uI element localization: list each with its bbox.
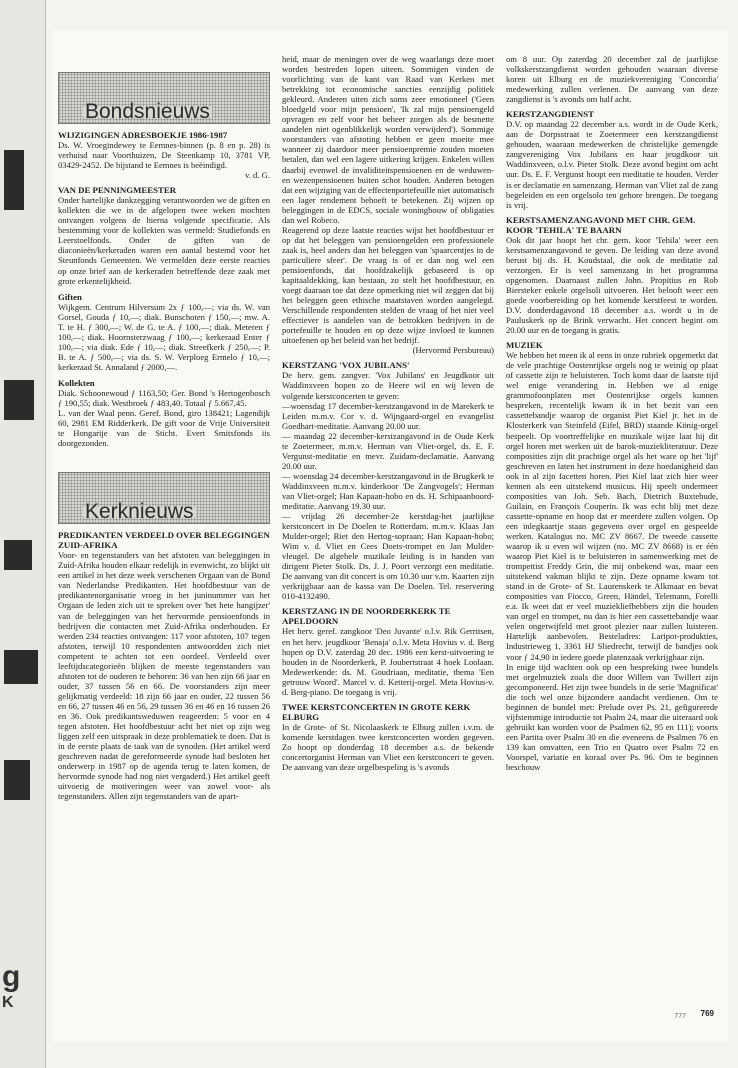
spine-glyph-g: g [2,960,21,993]
spine-glyph-k: K [2,994,14,1011]
heading-tehila: KERSTSAMENZANGAVOND MET CHR. GEM. KOOR 'TEHILA' TE BAARN [506,214,696,235]
column-3 [506,54,718,772]
text-penningmeester: Onder hartelijke dankzegging verantwoorden we de giften en kollekten die we in de afgelopen twee weken mochten ontvangen volgens de hierna volgende specificatie. Als bestemming voor de kollekten was vermeld: Studiefonds en Leerstoelfonds. Onder de giften van de diaconieën/kerkeraden waren een aantal bestemd voor het Steunfonds Gemeenten. We vermelden deze eerste reacties op onze brief aan de kerkeraden betreffende deze zaak met grote erkentelijkheid. [58,195,270,286]
spine-graphic-3 [4,540,32,570]
list-item-concert-1: —woensdag 17 december-kerstzangavond in de Marekerk te Leiden m.m.v. Cor v. d. Wijngaard-orgel en evangelist Goedhart-meditatie. Aanvang 20.00 uur. [282,400,494,431]
text-elburg: In de Grote- of St. Nicolaaskerk te Elburg zullen i.v.m. de komende kerstdagen twee kerstconcerten worden gegeven. Zo hoopt op donderdag 18 december a.s. de bekende concertorganist Herman van Vliet een kerstconcert te geven. De aanvang van deze orgelbespeling is 's avonds [282,721,494,772]
text-muziek: We hebben het meen ik al eens in onze rubriek opgemerkt dat de vele prachtige Oostenrijkse orgels nog te weinig op plaat of cassette zijn te beluisteren. Toch komt daar de laatste tijd wel enige verandering in. Hebben we al enige grammofoonplaten met Oostenrijkse orgels kunnen bespreken, recentelijk kwam ik in het bezit van een cassettebandje waarop de organist Piet Kiel jr. het in de Klosterkerk van Steinfeld (Eifel, BRD) staande König-orgel bespeelt. Op voortreffelijke en muzikale wijze laat hij dit orgel horen met werken uit de barok-muziekliteratuur. Deze composities zijn dit prachtige orgel als het ware op het 'lijf' geschreven en laten het instrument in deze hoedanigheid dan ook in al zijn facetten horen. Piet Kiel laat zich hier weer kennen als een uitstekend musicus. Hij speelt ondermeer composities van Joh. Seb. Bach, Dietrich Buxtehude, Guilain, en François Couperin. Ik was echt blij met deze cassette-opname en hoop dat er meerdere zullen volgen. Op een inlegkaartje staan gegevens over orgel en gespeelde werken. Katalogus no. MC ZV 8667. De tweede cassette waarop ik u even wil wijzen (no. MC ZV 8668) is er één waarop Piet Kiel is te beluisteren in samenwerking met de trompettist Freddy Grin, die mij onbekend was, maar een uitstekend vakman blijkt te zijn. Deze opname kwam tot stand in de Grote- of St. Laurenskerk te Alkmaar en bevat composities van Fiocco, Green, Händel, Telemann, Forelli e.a. Ik weet dat er veel muziekliefhebbers zijn die houden van orgel en trompet, nu dan is hier een cassettebandje waar velen ongetwijfeld met groot plezier naar zullen luisteren. Hartelijk aanbevolen. Besteladres: Laripot-produkties, Industrieweg 1, 3361 HJ Sliedrecht, terwijl de bandjes ook voor ƒ 24,90 in iedere goede platenzaak verkrijgbaar zijn. [506,350,718,662]
newspaper-page [52,30,728,1042]
kerknieuws-title: Kerknieuws [85,500,194,524]
list-item-concert-2: — maandag 22 december-kerstzangavond in de Oude Kerk te Zoetermeer, m.m.v. Herman van Vliet-orgel, ds. E. F. Vergunst-meditatie en mevr. Zuidam-declamatie. Aanvang 20.00 uur. [282,430,494,471]
bondsnieuws-title: Bondsnieuws [85,99,210,123]
heading-elburg: TWEE KERSTCONCERTEN IN GROTE KERK ELBURG [282,701,471,722]
heading-penningmeester: VAN DE PENNINGMEESTER [58,185,177,196]
heading-giften: Giften [58,291,82,302]
adjacent-page-spine [0,0,46,1068]
signature-adresboekje: v. d. G. [245,170,270,181]
heading-vox-jubilans: KERSTZANG 'VOX JUBILANS' [282,360,410,371]
text-kollekten: Diak. Schoonewoud ƒ 1163,50; Ger. Bond 's Hertogenbosch ƒ 190,55; diak. Westbroek ƒ 483,40. Totaal ƒ 5.667,45. [58,387,270,408]
text-beleggingen-1: heid, maar de meningen over de weg waarlangs deze moet worden bestreden lopen uiteen. Sommigen vinden de voorlichting van de kant van Raad van Kerken met betrekking tot economische sancties eenzijdig politiek gekleurd. Anderen uiten zich soms zeer emotioneel ('Geen bloedgeld voor mijn pensioen', 'Ik zal mijn pensioengeld opvragen en zelf voor het beheer zorgen als de besmette aandelen niet ogenblikkelijk worden verwijderd'). Sommige voorstanders van afstoting hebben er geen moeite mee wanneer zij daardoor meer pensioenpremie zouden moeten betalen, dan wel een lagere uitkering krijgen. Enkelen willen daarbij evenwel de invaliditeitspensioenen en de weduwen- en wezenpensioenen buiten schot houden. Anderen betogen dat een wijziging van de effectenportefeuille niet automatisch een lager rendement behoeft te betekenen. Zij wijzen op beleggingen in de EDCS, sociale woningbouw of obligaties dan wel Robeco. [282,54,494,225]
heading-kerstzangdienst: KERSTZANGDIENST [506,109,594,120]
list-item-concert-4: — vrijdag 26 december-2e kerstdag-het jaarlijkse kerstconcert in De Doelen te Rotterdam. m.m.v. Klaas Jan Mulder-orgel; Riet den Hertog-sopraan; Han Kapaan-hobo; Wim v. d. Vliet en Cees Doets-trompet en Jan Mulder-vleugel. De algehele muzikale leiding is in handen van dirigent Pieter Stolk. Ds. J. J. Poort verzorgt een meditatie. De aanvang van dit concert is om 10.30 uur v.m. Kaarten zijn verkrijgbaar aan de kassa van De Doelen. Tel. reservering 010-4132490. [282,511,494,602]
text-muziek-2: In enige tijd wachten ook op een bespreking twee bundels met orgelmuziek zoals die door Willem van Twillert zijn gecomponeerd. Het zijn twee bundels in de serie 'Magnificat' die toch wel onze bijzondere aandacht verdienen. Om te beginnen de bundel met: Prelude over Ps. 21, gefigureerde vijfstemmige introductie tot Psalm 24, maar die uiteraard ook gebruikt kan worden voor de Psalmen 62, 95 en 111); voorts een Partita over Psalm 30 en die eveneens de Psalmen 76 en 139 kan omvatten, een Trio en Quatro over Psalm 72 en Voorspel, variatie en koraal over Ps. 96. Om te beginnen beschouw [506,661,718,773]
heading-kollekten: Kollekten [58,377,95,388]
text-adresboekje: Ds. W. Vroegindewey te Eemnes-binnen (p. 8 en p. 28) is verhuisd naar Voorthuizen, De Steenkamp 10, 3781 VP, 03429-2452. De bijstand te Eemnes is beëindigd. [58,140,270,171]
spine-graphic-5 [4,760,30,800]
column-1 [58,72,270,801]
spine-graphic-4 [4,650,38,684]
text-kerstzangdienst: D.V. op maandag 22 december a.s. wordt in de Oude Kerk, aan de Dorpsstraat te Zoetermeer een kerstzangdienst gehouden, waaraan medewerken de christelijke gemengde zangvereniging Vox Jubilans en haar jeugdkoor uit Waddinxveen, o.l.v. Pieter Stolk. Deze avond begint om acht uur. Ds. E. F. Vergunst hoopt een meditatie te houden. Verder is er declamatie en samenzang. Herman van Vliet zal de zang begeleiden en een orgelsolo ten gehore brengen. De toegang is vrij. [506,119,718,210]
heading-muziek: MUZIEK [506,340,543,351]
text-giften: Wijkgem. Centrum Hilversum 2x ƒ 100,—; via ds. W. van Gorsel, Gouda ƒ 10,—; diak. Bunschoten ƒ 150,—; mw. A. T. te H. ƒ 300,—; W. de G. te A. ƒ 100,—; diak. Meteren ƒ 100,—; diak. Hoornsterzwaag ƒ 100,—; kerkeraad Enter ƒ 100,—; via diak. Ede ƒ 10,—; diak. Streefkerk ƒ 250,—; P. B. te A. ƒ 500,—; via ds. S. W. Verploeg Ermelo ƒ 10,—; kerkeraad St. Annaland ƒ 2000,—. [58,301,270,372]
text-kollekten-2: L. van der Waal penn. Geref. Bond, giro 138421; Lagendijk 60, 2981 EM Ridderkerk. De gift voor de Vrije Universiteit te Hongarije van de Sticht. Evert Smitsfonds iis doorgezonden. [58,408,270,449]
spine-graphic-1 [4,150,24,210]
text-tehila: Ook dit jaar hoopt het chr. gem. koor 'Tehila' weer een kerstsamenzangavond te geven. De leiding van deze avond berust bij ds. H. Koudstaal, die ook de meditatie zal verzorgen. Er is veel samenzang in het programma opgenomen. Daarnaast zullen John. Propitius en Rob Biersteker enkele orgelsoli uitvoeren. Het belooft weer een goede voorbereiding op het komende kerstfeest te worden. D.V. donderdagavond 18 december a.s. wordt u in de Pauluskerk op de Brink verwacht. Het concert begint om 20.00 uur en de toegang is gratis. [506,234,718,336]
list-item-concert-3: — woensdag 24 december-kerstzangavond in de Brugkerk te Waddinxveen m.m.v. kinderkoor 'De Zangvogels'; Herman van Vliet-orgel; Han Kapaan-hobo en ds. H. Schipaanboord-meditatie. Aanvang 19.30 uur. [282,470,494,512]
text-elburg-cont: om 8 uur. Op zaterdag 20 december zal de jaarlijkse volkskerstzangdienst worden gehouden waaraan diverse koren uit Elburg en de muziekvereniging 'Concordia' medewerking zullen verlenen. De aanvang van deze zangdienst is 's avonds om half acht. [506,54,718,105]
column-2 [282,54,494,772]
footer-mark: 777 [674,1013,686,1020]
kerknieuws-banner [58,472,270,524]
text-beleggingen-2: Reagerend op deze laatste reacties wijst het hoofdbestuur er op dat het beleggen van pensioengelden een professionele zaak is, heel anders dan het beleggen van 'spaarcentjes in de particuliere sfeer'. De vraag is of er dan nog wel een pensioenfonds, dat hoofdzakelijk gebaseerd is op kapitaaldekking, kan bestaan, zo stelt het hoofdbestuur, en voegt daaraan toe dat deze opmerking niet wil zeggen dat bij het beleggen geen ethische maatstaven worden aangelegd. Verschillende respondenten stelden de vraag of het niet veel effectiever is aandelen van de betrokken bedrijven in de portefeuille te houden en op deze wijze invloed te kunnen uitoefenen op het beleid van het bedrijf. [282,224,494,346]
heading-noorderkerk: KERSTZANG IN DE NOORDERKERK TE APELDOORN [282,606,451,627]
spine-graphic-2 [4,380,34,420]
heading-predikanten: PREDIKANTEN VERDEELD OVER BELEGGINGEN ZUID-AFRIKA [58,530,270,551]
heading-adresboekje: WIJZIGINGEN ADRESBOEKJE 1986-1987 [58,130,228,140]
text-predikanten: Voor- en tegenstanders van het afstoten van beleggingen in Zuid-Afrika houden elkaar redelijk in evenwicht, zo blijkt uit een artikel in het deze week verschenen Orgaan van de Bond van Nederlandse Predikanten. Het hoofdbestuur van de predikantenorganisatie vroeg in het juninummer van het Orgaan de leden zich uit te spreken over 'het hete hangijzer' van de beleggingen van het hervormde pensioenfonds in bedrijven die contacten met Zuid-Afrika onderhouden. Er werden 234 reacties ontvangen: 117 voor afstoten, 107 tegen afstoten, terwijl 10 respondenten antwoordden zich niet competent te achten tot een oordeel. Verdeeld over leeftijdscategorieën blijken de meeste tegenstanders van afstoten tot de ouderen te behoren: 36 van hen zijn 66 jaar en ouder, 37 tussen 56 en 66. De voorstanders zijn meer gelijkmatig verdeeld: 18 zijn 66 jaar en ouder, 22 tussen 56 en 66, 27 tussen 46 en 56, 29 tussen 36 en 46 en 16 tussen 26 en 36. Ook predikantsweduwen reageerden: 5 voor en 4 tegen afstoten. Het hoofdbestuur acht het niet op zijn weg liggen zelf een uitspraak in deze problematiek te doen. Dat is in de eerste plaats de taak van de synoden. (Het artikel werd geschreven nadat de gereformeerde synode had besloten het onderwerp in 1987 op de agenda terug te laten komen, de hervormde synode had nog niet vergaderd.) Het artikel geeft uitvoerig de motiveringen weer van zowel voor- als tegenstanders. Allen zijn tegenstanders van de apart- [58,550,270,802]
signature-persbureau: (Hervormd Persbureau) [412,345,494,356]
text-noorderkerk: Het herv. geref. zangkoor 'Deo Juvante' o.l.v. Rik Gerritsen, en het herv. jeugdkoor 'Benaja' o.l.v. Meta Hovius v. d. Berg hopen op D.V. zaterdag 20 dec. 1986 een kerst-uitvoering te houden in de Noorderkerk, P. Joubertstraat 4 hoek Loolaan. Medewerkende: ds. M. Goudriaan, meditatie, thema 'Een getrouw Woord'. Marcel v. d. Ketterij-orgel. Meta Hovius-v. d. Berg-piano. De toegang is vrij. [282,626,494,697]
text-vox-jubilans: De herv. gem. zangver. 'Vox Jubilans' en Jeugdkoor uit Waddinxveen hopen zo de Heere wil en wij leven de volgende kerstconcerten te geven: [282,370,494,401]
bondsnieuws-banner [58,72,270,124]
page-number: 769 [700,1009,714,1018]
